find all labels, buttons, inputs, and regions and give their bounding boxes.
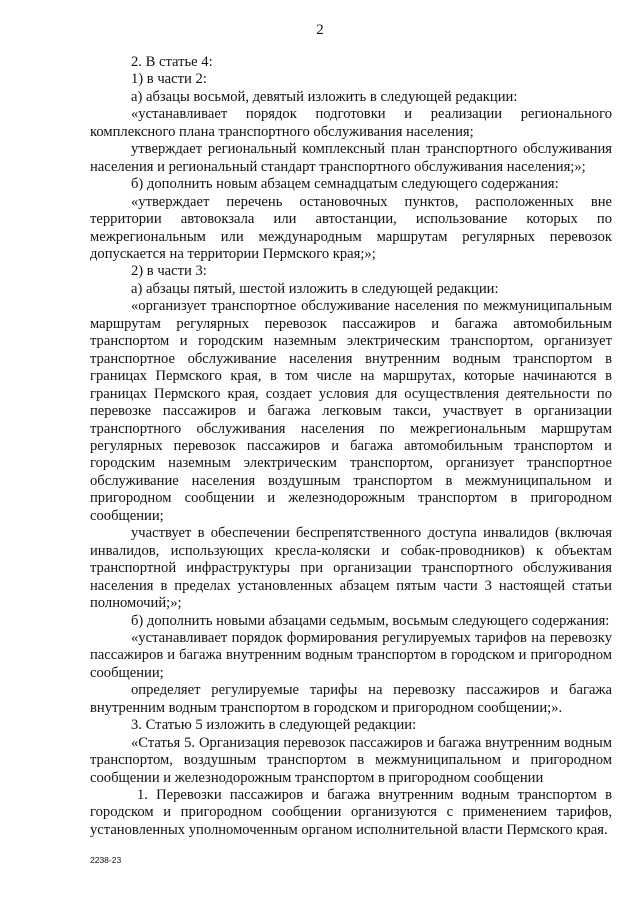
paragraph: б) дополнить новыми абзацами седьмым, восьмым следующего содержания:: [131, 612, 610, 629]
paragraph: «устанавливает порядок подготовки и реализации регионального комплексного плана транспортного обслуживания населения;: [90, 106, 612, 140]
paragraph: а) абзацы восьмой, девятый изложить в следующей редакции:: [131, 88, 518, 105]
paragraph: 2) в части 3:: [131, 263, 207, 280]
paragraph: «организует транспортное обслуживание населения по межмуниципальным маршрутам регулярных перевозок пассажиров и багажа автомобильным транспортом и городским наземным электрическим транспортом, организует транспортное обслуживание населения внутренним водным транспортом в границах Пермского края, в том числе на маршрутах, которые начинаются в границах Пермского края, создает условия для осуществления деятельности по перевозке пассажиров и багажа легковым такси, участвует в организации транспортного обслуживания населения по межрегиональным маршрутам регулярных перевозок пассажиров и багажа автомобильным транспортом и городским наземным электрическим транспортом, организует транспортное обслуживание населения воздушным транспортом в межмуниципальном и пригородном сообщении и железнодорожным транспортом в пригородном сообщении;: [90, 298, 612, 524]
page-number: 2: [316, 22, 324, 38]
paragraph: 3. Статью 5 изложить в следующей редакции:: [131, 717, 417, 734]
paragraph: а) абзацы пятый, шестой изложить в следующей редакции:: [131, 280, 499, 297]
document-code: 2238-23: [90, 855, 122, 865]
paragraph: «утверждает перечень остановочных пунктов, расположенных вне территории автовокзала или автостанции, использование которых по межрегиональным или международным маршрутам регулярных перевозок допускается на территории Пермского края;»;: [90, 193, 612, 262]
paragraph: «устанавливает порядок формирования регулируемых тарифов на перевозку пассажиров и багажа внутренним водным транспортом в городском и пригородном сообщении;: [90, 629, 612, 681]
paragraph: 1) в части 2:: [131, 71, 207, 88]
paragraph: 1. Перевозки пассажиров и багажа внутренним водным транспортом в городском и пригородном сообщении организуются с применением тарифов, установленных уполномоченным органом исполнительной власти Пермского края.: [90, 787, 612, 838]
paragraph: участвует в обеспечении беспрепятственного доступа инвалидов (включая инвалидов, использующих кресла-коляски и собак-проводников) к объектам транспортной инфраструктуры при организации транспортного обслуживания населения в пределах установленных абзацем пятым части 3 настоящей статьи полномочий;»;: [90, 525, 612, 612]
paragraph: б) дополнить новым абзацем семнадцатым следующего содержания:: [131, 176, 559, 193]
paragraph: утверждает региональный комплексный план транспортного обслуживания населения и региональный стандарт транспортного обслуживания населения;»;: [90, 141, 612, 175]
document-body: [90, 54, 612, 839]
paragraph: «Статья 5. Организация перевозок пассажиров и багажа внутренним водным транспортом, воздушным транспортом в межмуниципальном и пригородном сообщении и железнодорожным транспортом в пригородном сообщении: [90, 734, 612, 786]
paragraph: 2. В статье 4:: [131, 54, 213, 70]
paragraph: определяет регулируемые тарифы на перевозку пассажиров и багажа внутренним водным транспортом в городском и пригородном сообщении;».: [90, 682, 612, 716]
